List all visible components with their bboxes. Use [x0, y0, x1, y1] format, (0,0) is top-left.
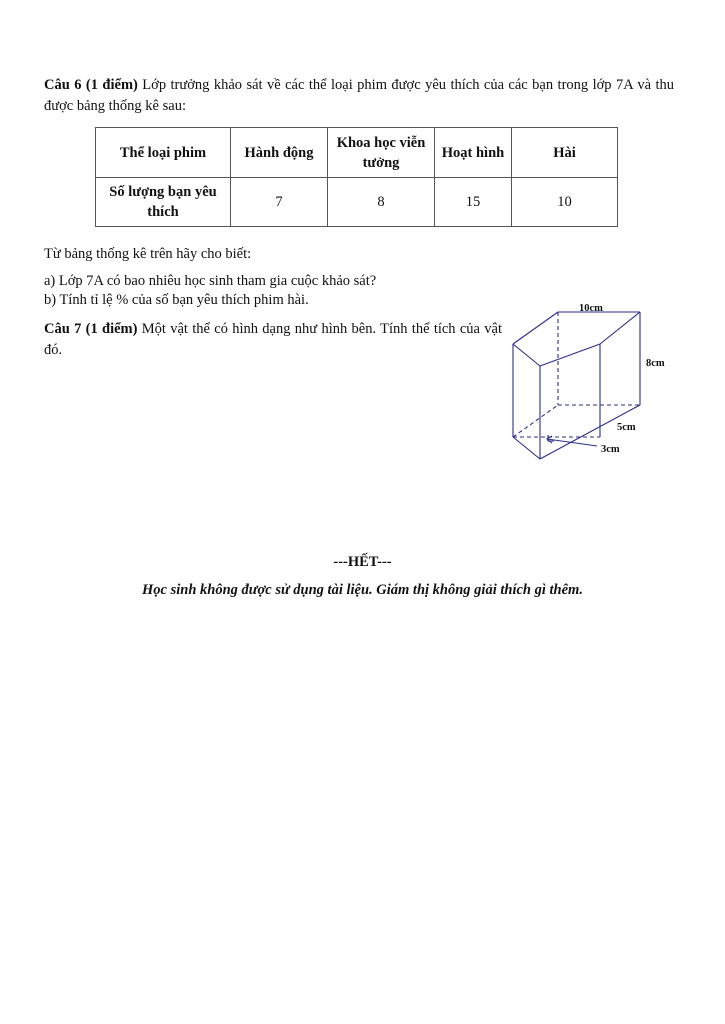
header-cell-action: Hành động: [231, 128, 328, 178]
edge-top-back-left: [513, 312, 558, 344]
value-cell-scifi: 8: [328, 178, 435, 227]
value-cell-action: 7: [231, 178, 328, 227]
statistics-table: [95, 127, 618, 227]
value-cell-animation: 15: [435, 178, 512, 227]
header-cell-genre: Thể loại phim: [96, 128, 231, 178]
question-6: [44, 75, 674, 117]
label-8cm: 8cm: [646, 358, 665, 369]
footer-note: Học sinh không được sử dụng tài liệu. Giám thị không giải thích gì thêm.: [142, 581, 583, 598]
question-6a: a) Lớp 7A có bao nhiêu học sinh tham gia cuộc khảo sát?: [44, 273, 377, 289]
label-5cm: 5cm: [617, 422, 636, 433]
label-10cm: 10cm: [579, 303, 603, 314]
table-header-row: [96, 128, 618, 178]
question-6-text: Lớp trưởng khảo sát về các thể loại phim được yêu thích của các bạn trong lớp 7A và thu được bảng thống kê sau:: [44, 77, 674, 114]
table-row: [96, 178, 618, 227]
table-intro: Từ bảng thống kê trên hãy cho biết:: [44, 246, 252, 262]
label-3cm: 3cm: [601, 444, 620, 455]
prism-lines: [513, 312, 640, 459]
header-cell-comedy: Hài: [512, 128, 618, 178]
question-7-text: Một vật thể có hình dạng như hình bên. Tính thể tích của vật đó.: [44, 321, 502, 358]
question-7: [44, 319, 502, 361]
question-6b: b) Tính tỉ lệ % của số bạn yêu thích phim hài.: [44, 292, 309, 308]
question-7-label: Câu 7 (1 điểm): [44, 321, 138, 337]
edge-bottom-front-left: [513, 437, 540, 459]
arrow-3cm-line: [547, 439, 597, 446]
end-mark: ---HẾT---: [333, 553, 392, 570]
hidden-edge-bottom-left: [513, 405, 558, 437]
prism-figure: [505, 300, 675, 465]
edge-top-front: [540, 344, 600, 366]
question-6-label: Câu 6 (1 điểm): [44, 77, 138, 93]
header-cell-animation: Hoạt hình: [435, 128, 512, 178]
edge-top-front-left: [513, 344, 540, 366]
value-cell-comedy: 10: [512, 178, 618, 227]
edge-top-right-slant: [600, 312, 640, 344]
header-cell-scifi: Khoa học viễn tưởng: [328, 128, 435, 178]
row-label-cell: Số lượng bạn yêu thích: [96, 178, 231, 227]
